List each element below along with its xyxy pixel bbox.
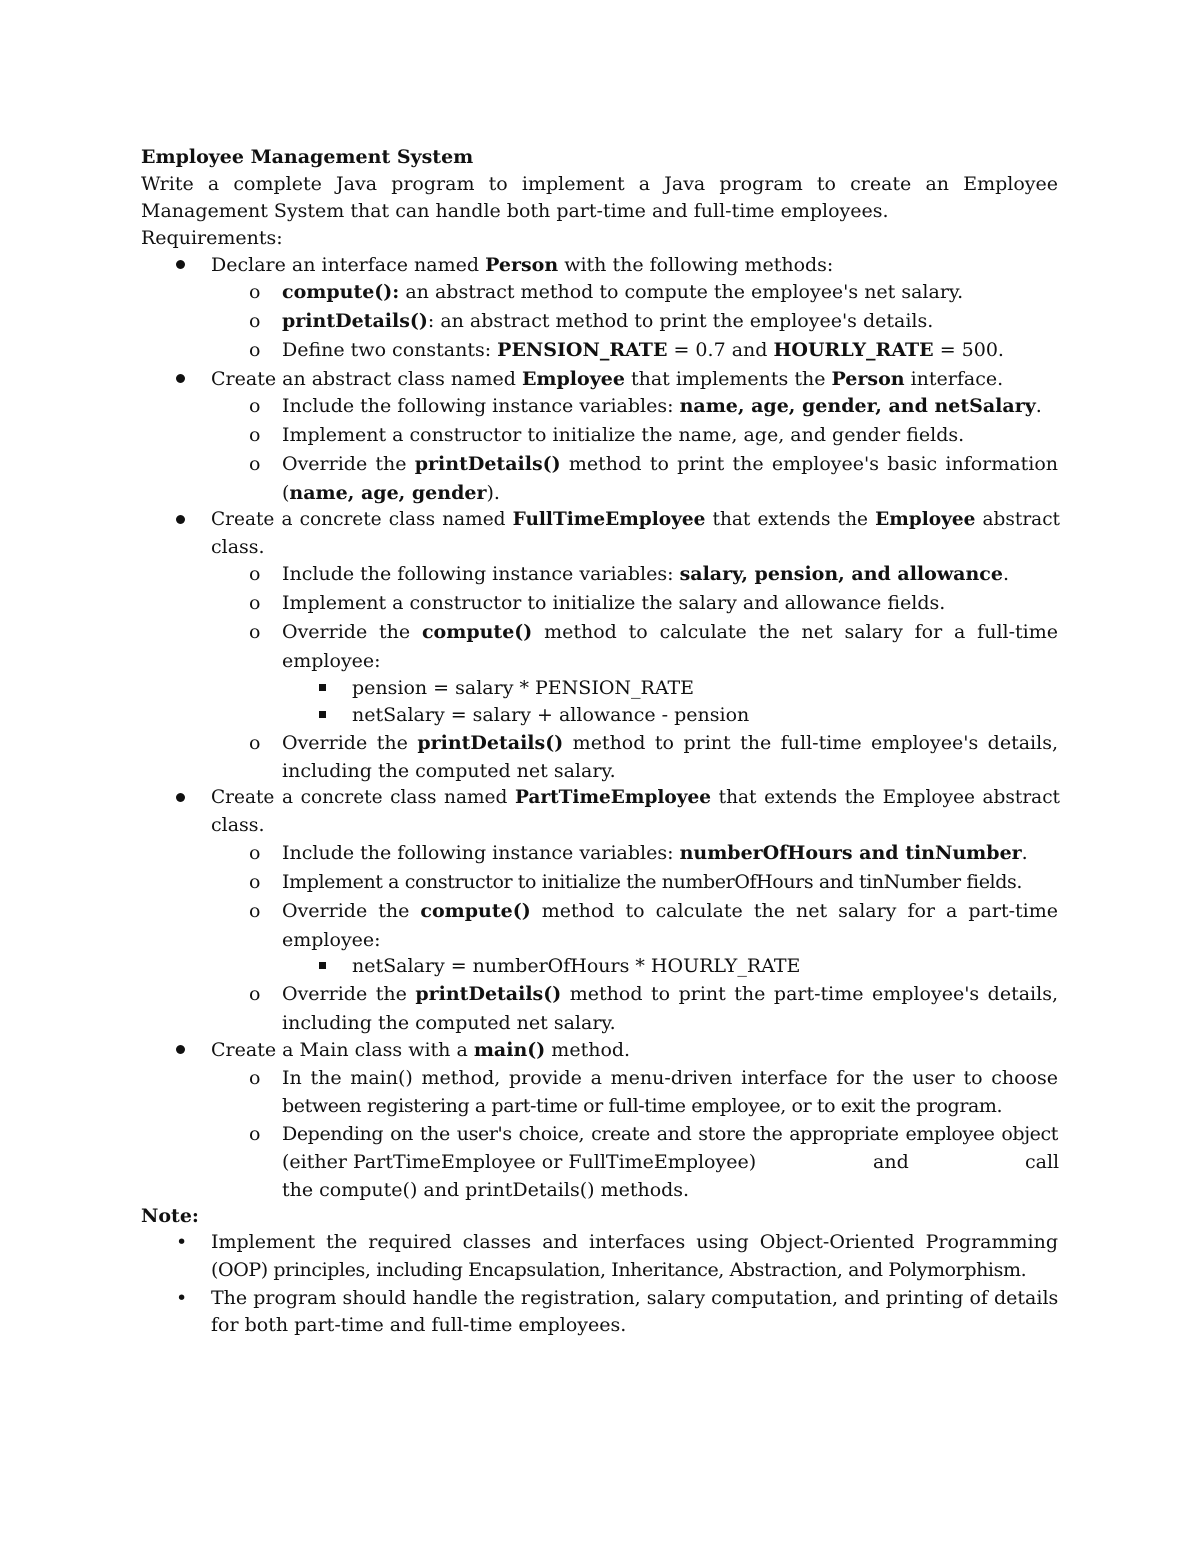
sub-bullet-icon: o bbox=[249, 842, 261, 864]
formula-pension: pension = salary * PENSION_RATE bbox=[352, 677, 695, 699]
intro-line-1: Write a complete Java program to implement a Java program to create an Employee bbox=[141, 173, 1058, 195]
req-main-choice-end: the compute() and printDetails() methods. bbox=[282, 1179, 690, 1201]
req-fulltime-class-cont: class. bbox=[211, 536, 265, 558]
sub-bullet-icon: o bbox=[249, 592, 261, 614]
sub-bullet-icon: o bbox=[249, 395, 261, 417]
bullet-icon bbox=[176, 1045, 185, 1054]
req-person-interface: Declare an interface named Person with the following methods: bbox=[211, 254, 834, 276]
req-main-choice: Depending on the user's choice, create and store the appropriate employee object bbox=[282, 1123, 1058, 1145]
sub-bullet-icon: o bbox=[249, 1067, 261, 1089]
req-constants: Define two constants: PENSION_RATE = 0.7 and HOURLY_RATE = 500. bbox=[282, 339, 1004, 361]
note-item-2: The program should handle the registration, salary computation, and printing of details bbox=[211, 1287, 1058, 1309]
sub-bullet-icon: o bbox=[249, 281, 261, 303]
sub-bullet-icon: o bbox=[249, 310, 261, 332]
req-main-menu-cont: between registering a part-time or full-time employee, or to exit the program. bbox=[282, 1095, 1003, 1117]
bullet-icon bbox=[176, 374, 185, 383]
req-fulltime-class: Create a concrete class named FullTimeEmployee that extends the Employee abstract bbox=[211, 509, 1060, 530]
req-main-choice-and: and bbox=[873, 1151, 909, 1173]
square-bullet-icon bbox=[319, 684, 326, 691]
square-bullet-icon bbox=[319, 962, 326, 969]
bullet-icon bbox=[176, 260, 185, 269]
req-fulltime-printdetails: Override the printDetails() method to print the full-time employee's details, bbox=[282, 732, 1058, 754]
req-main-choice-call: call bbox=[1025, 1151, 1060, 1173]
req-parttime-class-cont: class. bbox=[211, 814, 265, 836]
req-parttime-ctor: Implement a constructor to initialize the numberOfHours and tinNumber fields. bbox=[282, 871, 1022, 893]
req-parttime-class: Create a concrete class named PartTimeEmployee that extends the Employee abstract bbox=[211, 787, 1060, 808]
req-main-choice-cont: (either PartTimeEmployee or FullTimeEmployee) bbox=[282, 1151, 757, 1173]
req-fulltime-vars: Include the following instance variables: salary, pension, and allowance. bbox=[282, 563, 1010, 585]
req-employee-vars: Include the following instance variables: name, age, gender, and netSalary. bbox=[282, 395, 1042, 417]
document-title: Employee Management System bbox=[141, 146, 474, 168]
req-compute-method: compute(): an abstract method to compute the employee's net salary. bbox=[282, 281, 964, 303]
sub-bullet-icon: o bbox=[249, 339, 261, 361]
formula-net-fulltime: netSalary = salary + allowance - pension bbox=[352, 704, 750, 726]
sub-bullet-icon: o bbox=[249, 424, 261, 446]
req-fulltime-compute-cont: employee: bbox=[282, 650, 381, 672]
requirements-label: Requirements: bbox=[141, 227, 283, 249]
req-printdetails-method: printDetails(): an abstract method to print the employee's details. bbox=[282, 310, 934, 332]
formula-net-parttime: netSalary = numberOfHours * HOURLY_RATE bbox=[352, 955, 801, 977]
req-employee-ctor: Implement a constructor to initialize the name, age, and gender fields. bbox=[282, 424, 965, 446]
req-parttime-vars: Include the following instance variables: numberOfHours and tinNumber. bbox=[282, 842, 1028, 864]
note-item-1: Implement the required classes and interfaces using Object-Oriented Programming bbox=[211, 1231, 1058, 1253]
req-main-menu: In the main() method, provide a menu-driven interface for the user to choose bbox=[282, 1067, 1058, 1089]
req-parttime-compute-cont: employee: bbox=[282, 929, 381, 951]
req-employee-class: Create an abstract class named Employee that implements the Person interface. bbox=[211, 368, 1004, 390]
sub-bullet-icon: o bbox=[249, 1123, 261, 1145]
bullet-icon bbox=[176, 515, 185, 524]
req-fulltime-compute: Override the compute() method to calculate the net salary for a full-time bbox=[282, 621, 1058, 643]
req-fulltime-ctor: Implement a constructor to initialize the salary and allowance fields. bbox=[282, 592, 946, 614]
sub-bullet-icon: o bbox=[249, 453, 261, 475]
square-bullet-icon bbox=[319, 711, 326, 718]
req-parttime-compute: Override the compute() method to calculate the net salary for a part-time bbox=[282, 900, 1058, 922]
req-fulltime-printdetails-cont: including the computed net salary. bbox=[282, 760, 616, 782]
bullet-icon bbox=[176, 793, 185, 802]
note-item-1-cont: (OOP) principles, including Encapsulation, Inheritance, Abstraction, and Polymorphism. bbox=[211, 1259, 1027, 1281]
req-parttime-printdetails-cont: including the computed net salary. bbox=[282, 1012, 616, 1034]
note-item-2-cont: for both part-time and full-time employees. bbox=[211, 1314, 627, 1336]
req-employee-printdetails-cont: (name, age, gender). bbox=[282, 482, 500, 504]
req-parttime-printdetails: Override the printDetails() method to print the part-time employee's details, bbox=[282, 983, 1058, 1005]
req-main-class: Create a Main class with a main() method. bbox=[211, 1039, 631, 1061]
sub-bullet-icon: o bbox=[249, 732, 261, 754]
note-bullet-icon: • bbox=[176, 1231, 188, 1253]
sub-bullet-icon: o bbox=[249, 983, 261, 1005]
note-bullet-icon: • bbox=[176, 1287, 188, 1309]
sub-bullet-icon: o bbox=[249, 563, 261, 585]
sub-bullet-icon: o bbox=[249, 900, 261, 922]
intro-line-2: Management System that can handle both part-time and full-time employees. bbox=[141, 200, 889, 222]
note-label: Note: bbox=[141, 1205, 199, 1227]
sub-bullet-icon: o bbox=[249, 871, 261, 893]
sub-bullet-icon: o bbox=[249, 621, 261, 643]
req-employee-printdetails: Override the printDetails() method to print the employee's basic information bbox=[282, 453, 1058, 475]
